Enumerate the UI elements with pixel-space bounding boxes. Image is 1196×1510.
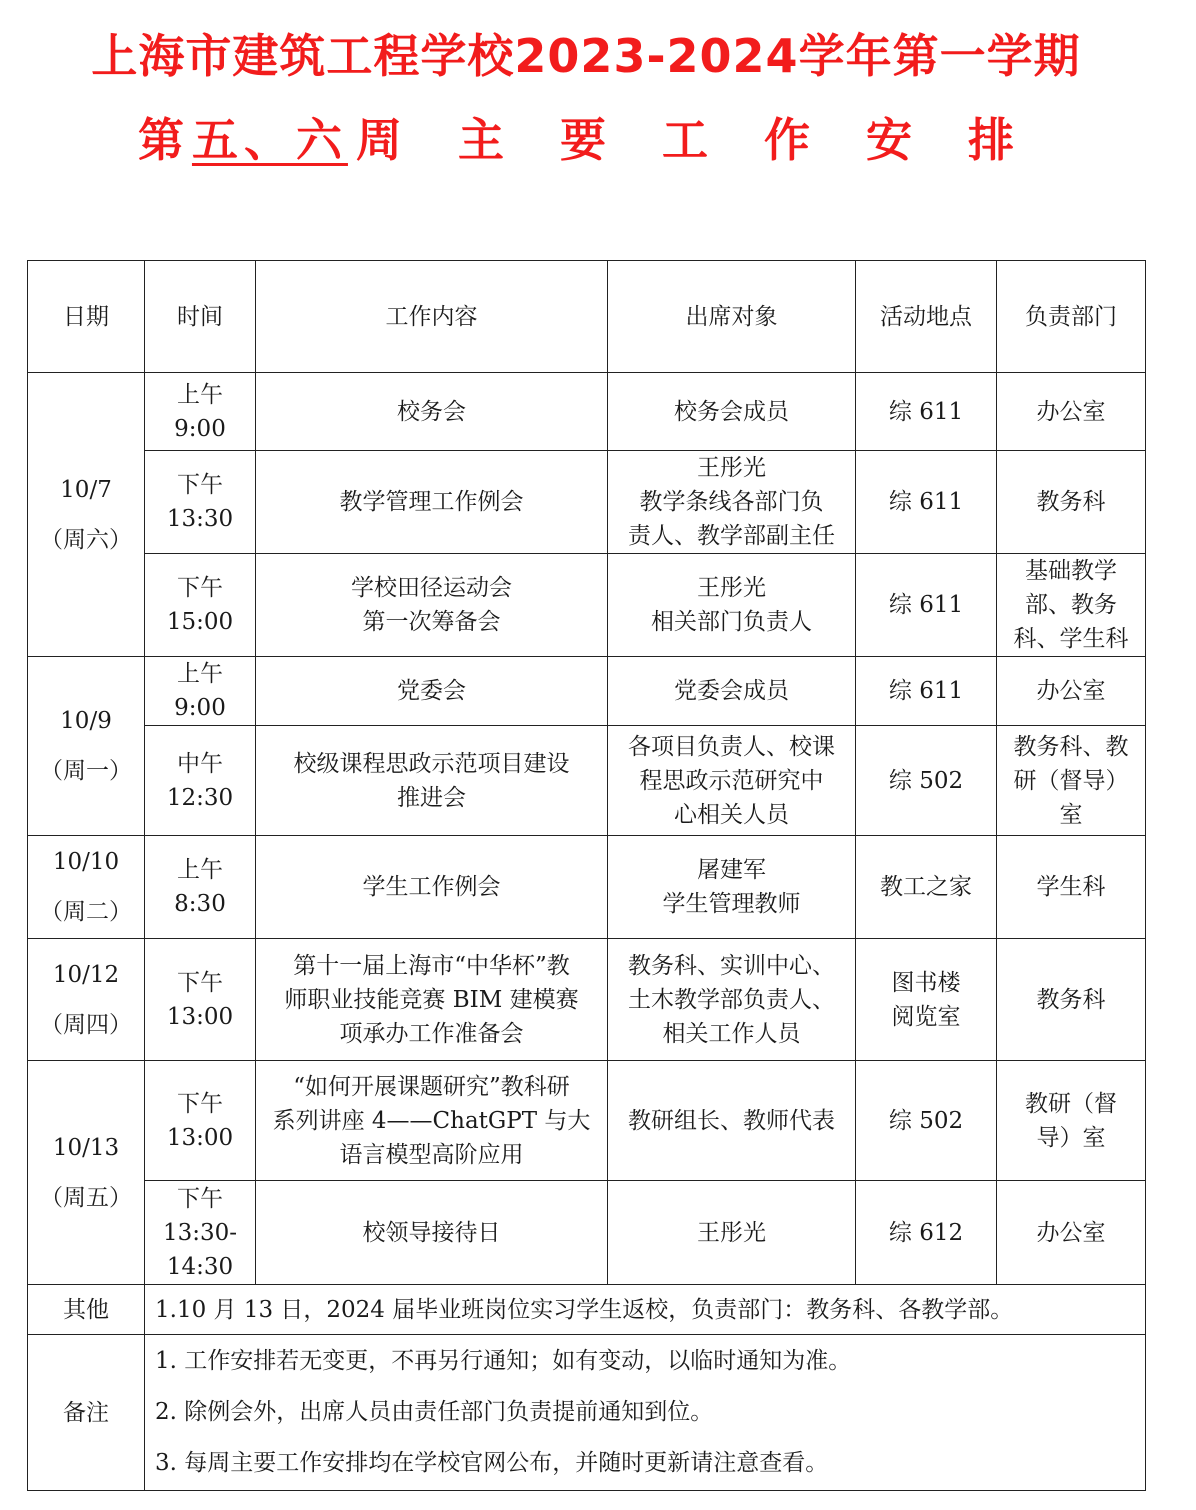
location-cell <box>856 554 997 657</box>
department-cell-line: 导）室 <box>1036 1124 1106 1151</box>
attendees-cell-line: 王彤光 <box>697 455 766 481</box>
content-cell-line: 系列讲座 4——ChatGPT 与大 <box>272 1107 591 1134</box>
location-cell <box>856 451 997 554</box>
content-cell-line: “如何开展课题研究”教科研 <box>293 1073 570 1100</box>
time-cell-line: 13:00 <box>166 1124 234 1151</box>
attendees-cell-line: 土木教学部负责人、 <box>628 986 835 1013</box>
date-value: 10/12 <box>52 961 120 988</box>
attendees-cell-line: 教学条线各部门负 <box>639 489 824 515</box>
time-cell <box>145 554 256 657</box>
schedule-row <box>28 657 1146 726</box>
location-cell-line: 综 611 <box>888 398 964 425</box>
location-cell-line: 综 502 <box>888 767 964 794</box>
department-cell-line: 教研（督 <box>1025 1090 1117 1117</box>
department-cell <box>997 554 1146 657</box>
content-cell <box>256 554 608 657</box>
schedule-body <box>28 261 1146 1491</box>
header-time: 时间 <box>145 261 256 373</box>
attendees-cell-line: 校务会成员 <box>674 398 789 425</box>
attendees-cell-line: 责人、教学部副主任 <box>628 523 835 549</box>
location-cell-line: 综 502 <box>888 1107 964 1134</box>
location-cell-line: 综 611 <box>888 678 964 704</box>
content-cell <box>256 657 608 726</box>
attendees-cell-line: 王彤光 <box>697 575 766 601</box>
attendees-cell <box>608 554 856 657</box>
schedule-row <box>28 1061 1146 1181</box>
other-label: 其他 <box>28 1285 145 1335</box>
attendees-cell-line: 学生管理教师 <box>662 891 801 917</box>
location-cell <box>856 657 997 726</box>
note-item: 2. 除例会外，出席人员由责任部门负责提前通知到位。 <box>155 1399 714 1425</box>
document-title: 上海市建筑工程学校2023-2024学年第一学期 <box>91 29 1081 83</box>
department-cell-line: 办公室 <box>1036 1219 1106 1246</box>
other-text: 1.10 月 13 日，2024 届毕业班岗位实习学生返校，负责部门：教务科、各教学部。 <box>145 1285 1146 1335</box>
time-cell-line: 上午 <box>177 857 223 883</box>
time-cell <box>145 373 256 451</box>
department-cell-line: 教务科 <box>1036 489 1106 515</box>
location-cell <box>856 373 997 451</box>
time-cell-line: 14:30 <box>166 1253 234 1280</box>
schedule-row <box>28 726 1146 836</box>
attendees-cell <box>608 451 856 554</box>
date-cell <box>28 373 145 657</box>
department-cell-line: 部、教务 <box>1025 592 1117 618</box>
location-cell-line: 图书楼 <box>891 969 961 996</box>
content-cell <box>256 451 608 554</box>
location-cell-line: 综 611 <box>888 489 964 515</box>
time-cell-line: 8:30 <box>174 891 226 917</box>
attendees-cell-line: 屠建军 <box>697 857 766 883</box>
header-row <box>28 261 1146 373</box>
time-cell-line: 9:00 <box>174 695 226 721</box>
department-cell-line: 研（督导） <box>1013 767 1129 794</box>
header-attendees: 出席对象 <box>608 261 856 373</box>
attendees-cell <box>608 1181 856 1285</box>
content-cell-line: 推进会 <box>397 784 466 811</box>
attendees-cell-line: 王彤光 <box>697 1219 766 1246</box>
content-cell-line: 党委会 <box>397 678 466 704</box>
content-cell-line: 第一次筹备会 <box>362 609 501 635</box>
content-cell-line: 校级课程思政示范项目建设 <box>293 750 570 777</box>
content-cell-line: 师职业技能竞赛 BIM 建模赛 <box>284 986 579 1013</box>
time-cell-line: 13:30 <box>166 506 234 532</box>
date-value: 10/7 <box>60 476 112 503</box>
location-cell <box>856 939 997 1061</box>
date-cell <box>28 1061 145 1285</box>
location-cell <box>856 836 997 939</box>
time-cell <box>145 1181 256 1285</box>
content-cell-line: 语言模型高阶应用 <box>339 1141 524 1168</box>
header-location: 活动地点 <box>856 261 997 373</box>
time-cell <box>145 836 256 939</box>
document-subtitle <box>0 108 1172 172</box>
department-cell-line: 学生科 <box>1036 874 1106 900</box>
subtitle-prefix: 第 <box>137 113 184 167</box>
notes-list <box>145 1335 1146 1491</box>
weekday-value: （周五） <box>40 1184 132 1211</box>
notes-label: 备注 <box>28 1335 145 1491</box>
content-cell <box>256 836 608 939</box>
date-cell <box>28 836 145 939</box>
time-cell-line: 上午 <box>177 661 223 687</box>
time-cell <box>145 726 256 836</box>
schedule-row <box>28 373 1146 451</box>
attendees-cell-line: 教研组长、教师代表 <box>628 1107 835 1134</box>
weekday-value: （周一） <box>40 758 132 784</box>
location-cell-line: 阅览室 <box>891 1003 961 1030</box>
weekday-value: （周六） <box>40 526 132 553</box>
content-cell <box>256 939 608 1061</box>
subtitle-weeks: 五、六 <box>191 113 348 167</box>
time-cell <box>145 1061 256 1181</box>
attendees-cell <box>608 726 856 836</box>
content-cell-line: 校领导接待日 <box>362 1219 501 1246</box>
time-cell-line: 9:00 <box>174 415 226 442</box>
attendees-cell <box>608 1061 856 1181</box>
subtitle-suffix: 周 主 要 工 作 安 排 <box>355 113 1035 167</box>
department-cell <box>997 657 1146 726</box>
attendees-cell <box>608 836 856 939</box>
time-cell-line: 下午 <box>177 472 223 498</box>
time-cell-line: 上午 <box>177 381 223 408</box>
schedule-row <box>28 836 1146 939</box>
location-cell <box>856 1061 997 1181</box>
department-cell <box>997 836 1146 939</box>
date-value: 10/10 <box>52 849 120 875</box>
header-department: 负责部门 <box>997 261 1146 373</box>
attendees-cell <box>608 657 856 726</box>
time-cell-line: 15:00 <box>166 609 234 635</box>
header-content: 工作内容 <box>256 261 608 373</box>
note-item: 1. 工作安排若无变更，不再另行通知；如有变动，以临时通知为准。 <box>155 1348 852 1374</box>
time-cell-line: 下午 <box>177 1090 223 1117</box>
time-cell-line: 12:30 <box>166 784 234 811</box>
attendees-cell-line: 程思政示范研究中 <box>639 767 824 794</box>
weekday-value: （周四） <box>40 1011 132 1038</box>
attendees-cell <box>608 939 856 1061</box>
time-cell <box>145 939 256 1061</box>
date-cell <box>28 939 145 1061</box>
location-cell-line: 综 611 <box>888 592 964 618</box>
department-cell-line: 室 <box>1059 801 1083 828</box>
schedule-row <box>28 1181 1146 1285</box>
time-cell-line: 下午 <box>177 1185 223 1212</box>
department-cell <box>997 939 1146 1061</box>
department-cell <box>997 1061 1146 1181</box>
content-cell-line: 教学管理工作例会 <box>339 489 524 515</box>
time-cell-line: 下午 <box>177 969 223 996</box>
time-cell <box>145 451 256 554</box>
schedule-table <box>27 260 1146 1491</box>
department-cell-line: 教务科 <box>1036 986 1106 1013</box>
attendees-cell <box>608 373 856 451</box>
content-cell-line: 校务会 <box>397 398 466 425</box>
content-cell <box>256 726 608 836</box>
content-cell-line: 学校田径运动会 <box>351 575 512 601</box>
header-date: 日期 <box>28 261 145 373</box>
time-cell-line: 下午 <box>177 575 223 601</box>
schedule-row <box>28 939 1146 1061</box>
attendees-cell-line: 党委会成员 <box>674 678 789 704</box>
time-cell-line: 13:30- <box>162 1219 238 1246</box>
note-item: 3. 每周主要工作安排均在学校官网公布，并随时更新请注意查看。 <box>155 1450 829 1476</box>
weekday-value: （周二） <box>40 899 132 925</box>
department-cell <box>997 373 1146 451</box>
date-value: 10/9 <box>60 708 112 734</box>
schedule-row <box>28 451 1146 554</box>
attendees-cell-line: 心相关人员 <box>674 801 789 828</box>
schedule-row <box>28 554 1146 657</box>
attendees-cell-line: 各项目负责人、校课 <box>628 733 835 760</box>
time-cell <box>145 657 256 726</box>
location-cell-line: 综 612 <box>888 1219 964 1246</box>
date-value: 10/13 <box>52 1134 120 1161</box>
attendees-cell-line: 相关部门负责人 <box>651 609 812 635</box>
department-cell-line: 办公室 <box>1036 398 1106 425</box>
content-cell <box>256 373 608 451</box>
content-cell <box>256 1181 608 1285</box>
department-cell-line: 科、学生科 <box>1013 626 1129 652</box>
content-cell-line: 学生工作例会 <box>362 874 501 900</box>
time-cell-line: 13:00 <box>166 1003 234 1030</box>
content-cell-line: 项承办工作准备会 <box>339 1020 524 1047</box>
location-cell <box>856 726 997 836</box>
department-cell-line: 教务科、教 <box>1013 733 1129 760</box>
department-cell-line: 办公室 <box>1036 678 1106 704</box>
date-cell <box>28 657 145 836</box>
department-cell-line: 基础教学 <box>1025 558 1117 584</box>
other-row <box>28 1285 1146 1335</box>
location-cell-line: 教工之家 <box>880 874 972 900</box>
content-cell <box>256 1061 608 1181</box>
attendees-cell-line: 教务科、实训中心、 <box>628 952 835 979</box>
notes-row <box>28 1335 1146 1491</box>
location-cell <box>856 1181 997 1285</box>
time-cell-line: 中午 <box>177 750 223 777</box>
department-cell <box>997 726 1146 836</box>
attendees-cell-line: 相关工作人员 <box>662 1020 801 1047</box>
department-cell <box>997 451 1146 554</box>
department-cell <box>997 1181 1146 1285</box>
content-cell-line: 第十一届上海市“中华杯”教 <box>293 952 570 979</box>
